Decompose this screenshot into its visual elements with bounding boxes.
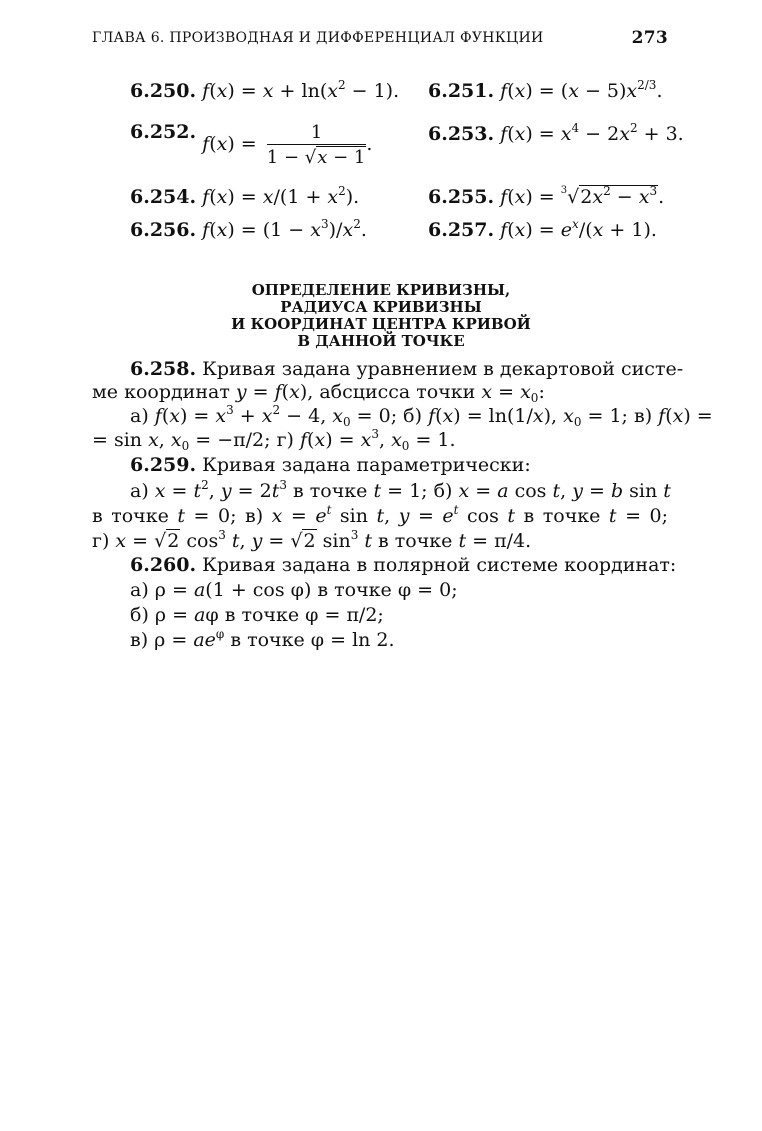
exercise-number: 6.255.	[428, 186, 495, 208]
exercise-number: 6.257.	[428, 219, 495, 241]
problem-number: 6.260.	[130, 554, 197, 576]
problem-number: 6.258.	[130, 358, 197, 380]
running-header	[92, 28, 668, 50]
problem-6-258-line-2: ме координат y = f(x), абсцисса точки $x = x_0$:	[92, 381, 545, 405]
problem-6-259-line-2: а) $x = t^2$, $y = 2t^3$ в точке t = 1; б) x = a cos t, y = b sin t	[130, 478, 671, 502]
section-heading-line: В ДАННОЙ ТОЧКЕ	[297, 332, 465, 350]
problem-6-260-line-3: б) ρ = aφ в точке φ = π/2;	[130, 604, 384, 626]
problem-text: абсцисса точки	[319, 381, 476, 403]
problem-6-259-line-3: в точке t = 0; в) $x = e^t$ sin t, $y = e^t$ cos t в точке t = 0;	[92, 503, 669, 527]
problem-text: в точке	[92, 505, 169, 527]
exercise-6-254: 6.254. $f(x) = x/(1 + x^2)$.	[130, 184, 360, 208]
fraction: $\frac{1}{1 - √x - 1}$	[266, 122, 366, 168]
problem-text: в точке	[230, 629, 305, 651]
section-heading-line: ОПРЕДЕЛЕНИЕ КРИВИЗНЫ,	[251, 281, 511, 299]
exercise-number: 6.252.	[130, 121, 197, 143]
exercise-number: 6.250.	[130, 80, 197, 102]
exercise-6-255: 6.255. $f(x) = ^3√2x^2 - x^3$.	[428, 184, 665, 208]
section-heading	[200, 282, 562, 350]
problem-text: ме координат	[92, 381, 230, 403]
problem-6-258-line-1	[130, 358, 684, 380]
exercise-6-253: 6.253. $f(x) = x^4 - 2x^2 + 3$.	[428, 121, 684, 145]
exercise-6-257: 6.257. $f(x) = e^x/(x + 1)$.	[428, 217, 657, 241]
exercise-6-256: 6.256. $f(x) = (1 - x^3)/x^2$.	[130, 217, 367, 241]
section-heading-line: РАДИУСА КРИВИЗНЫ	[280, 298, 482, 316]
problem-6-260-line-1	[130, 554, 677, 576]
exercise-number: 6.251.	[428, 80, 495, 102]
exercise-6-250: 6.250. $f(x) = x + \ln(x^2 - 1)$.	[130, 78, 400, 102]
problem-text: в точке	[523, 505, 601, 527]
problem-6-259-line-4: г) x = √2 $\cos^3 t$, y = √2 $\sin^3 t$ в точке t = π/4.	[92, 528, 532, 552]
chapter-title: ГЛАВА 6. ПРОИЗВОДНАЯ И ДИФФЕРЕНЦИАЛ ФУНКЦИИ	[92, 30, 544, 46]
exercise-number: 6.254.	[130, 186, 197, 208]
exercise-number: 6.253.	[428, 123, 495, 145]
problem-6-260-line-4: в) $\rho = ae^\varphi$ в точке φ = ln 2.	[130, 627, 395, 651]
problem-text: Кривая задана в полярной системе координат:	[202, 554, 677, 576]
problem-6-258-line-3: а) $f(x) = x^3 + x^2 - 4$, $x_0 = 0$; б) f(x) = ln(1/x), $x_0 = 1$; в) f(x) =	[130, 403, 713, 429]
exercise-number: 6.256.	[130, 219, 197, 241]
problem-6-260-line-2: а) ρ = a(1 + cos φ) в точке φ = 0;	[130, 579, 458, 601]
problem-number: 6.259.	[130, 454, 197, 476]
problem-text: Кривая задана уравнением в декартовой систе-	[202, 358, 684, 380]
problem-6-259-line-1	[130, 454, 668, 476]
exercise-6-252: 6.252. f(x) = $\frac{1}{1 - √x - 1}$ .	[130, 121, 373, 168]
problem-text: Кривая задана параметрически:	[202, 454, 531, 476]
problem-6-258-line-4: = sin x, $x_0 = -\pi/2$; г) $f(x) = x^3$, $x_0 = 1$.	[92, 427, 456, 453]
exercise-6-251: 6.251. $f(x) = (x - 5)x^{2/3}$.	[428, 78, 663, 102]
section-heading-line: И КООРДИНАТ ЦЕНТРА КРИВОЙ	[231, 315, 531, 333]
page-number: 273	[631, 28, 668, 48]
